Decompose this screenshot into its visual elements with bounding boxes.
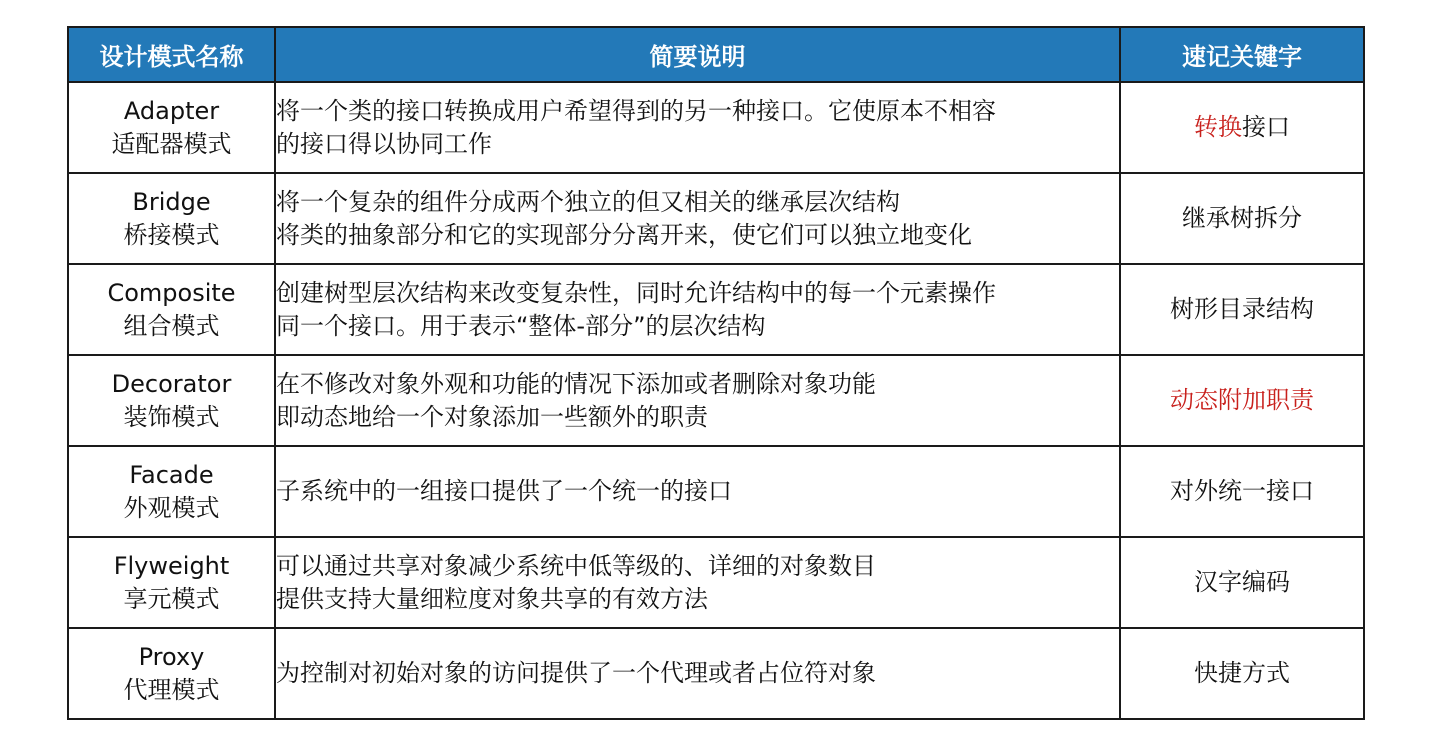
description-cell [275, 82, 1120, 173]
pattern-name-cell [68, 355, 275, 446]
header-pattern-name: 设计模式名称 [68, 27, 275, 82]
description-cell [275, 446, 1120, 537]
keyword-highlight: 转换 [1194, 113, 1242, 141]
keyword-text: 快捷方式 [1194, 659, 1290, 687]
keyword-text: 接口 [1242, 113, 1290, 141]
keyword-cell [1120, 355, 1364, 446]
pattern-name-cn: 适配器模式 [111, 129, 232, 158]
pattern-name-cell [68, 628, 275, 719]
pattern-name-en: Decorator [111, 369, 232, 398]
keyword-text: 树形目录结构 [1170, 295, 1314, 323]
pattern-name-cell [68, 173, 275, 264]
header-description: 简要说明 [275, 27, 1120, 82]
keyword-text: 汉字编码 [1194, 568, 1290, 596]
table-row [68, 628, 1364, 719]
pattern-name-cell [68, 82, 275, 173]
pattern-name-cn: 装饰模式 [123, 402, 220, 431]
description-line: 将一个类的接口转换成用户希望得到的另一种接口。它使原本不相容 [276, 96, 996, 125]
pattern-name-cell [68, 446, 275, 537]
design-patterns-table [67, 26, 1365, 720]
keyword-text: 继承树拆分 [1182, 204, 1302, 232]
pattern-name-en: Facade [129, 460, 214, 489]
keyword-cell [1120, 628, 1364, 719]
pattern-name-cn: 组合模式 [123, 311, 220, 340]
pattern-name-en: Composite [107, 278, 236, 307]
description-line: 将类的抽象部分和它的实现部分分离开来，使它们可以独立地变化 [276, 220, 972, 249]
description-line: 子系统中的一组接口提供了一个统一的接口 [276, 477, 732, 505]
table-row [68, 82, 1364, 173]
description-line: 为控制对初始对象的访问提供了一个代理或者占位符对象 [276, 659, 876, 687]
header-keyword: 速记关键字 [1120, 27, 1364, 82]
pattern-name-en: Flyweight [113, 551, 230, 580]
pattern-name-cn: 外观模式 [123, 493, 220, 522]
keyword-cell [1120, 264, 1364, 355]
keyword-cell [1120, 537, 1364, 628]
pattern-name-cn: 代理模式 [123, 675, 220, 704]
table-row [68, 446, 1364, 537]
description-line: 在不修改对象外观和功能的情况下添加或者删除对象功能 [276, 369, 876, 398]
table-row [68, 264, 1364, 355]
table-row [68, 355, 1364, 446]
description-line: 即动态地给一个对象添加一些额外的职责 [276, 402, 708, 431]
pattern-name-cell [68, 537, 275, 628]
pattern-name-en: Adapter [123, 96, 220, 125]
table-row [68, 173, 1364, 264]
pattern-name-cn: 桥接模式 [123, 220, 220, 249]
pattern-name-cn: 享元模式 [123, 584, 220, 613]
pattern-name-cell [68, 264, 275, 355]
pattern-name-en: Bridge [132, 187, 211, 216]
table-row [68, 537, 1364, 628]
description-line: 的接口得以协同工作 [276, 129, 492, 158]
keyword-text: 对外统一接口 [1170, 477, 1314, 505]
description-cell [275, 264, 1120, 355]
keyword-cell [1120, 82, 1364, 173]
description-line: 可以通过共享对象减少系统中低等级的、详细的对象数目 [276, 551, 876, 580]
description-cell [275, 173, 1120, 264]
pattern-name-en: Proxy [138, 642, 205, 671]
keyword-highlight: 动态附加职责 [1170, 386, 1314, 414]
keyword-cell [1120, 446, 1364, 537]
description-line: 提供支持大量细粒度对象共享的有效方法 [276, 584, 708, 613]
description-line: 创建树型层次结构来改变复杂性，同时允许结构中的每一个元素操作 [276, 278, 996, 307]
keyword-cell [1120, 173, 1364, 264]
table-header-row [68, 27, 1364, 82]
description-cell [275, 537, 1120, 628]
description-line: 同一个接口。用于表示“整体-部分”的层次结构 [276, 311, 766, 340]
description-cell [275, 628, 1120, 719]
description-line: 将一个复杂的组件分成两个独立的但又相关的继承层次结构 [276, 187, 900, 216]
description-cell [275, 355, 1120, 446]
